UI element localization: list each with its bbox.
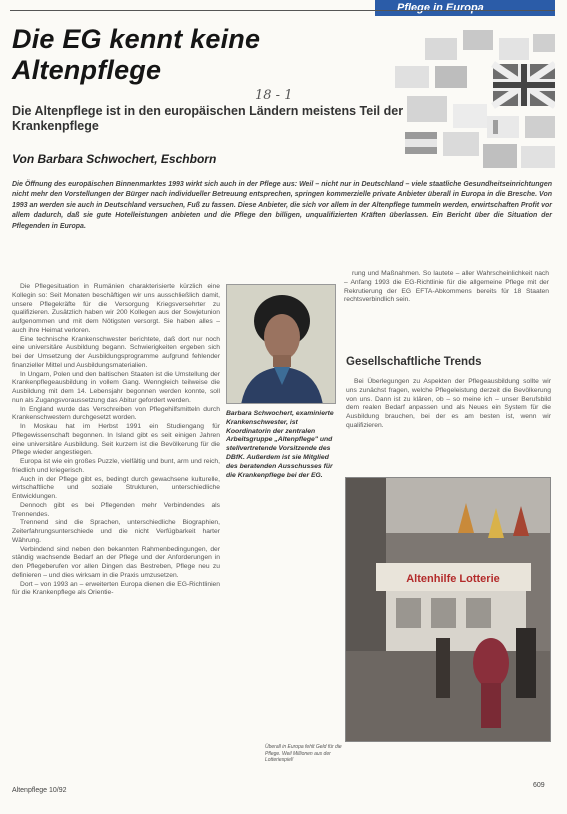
body-paragraph: Europa ist wie ein großes Puzzle, vielfältig und bunt, arm und reich, friedlich und kriegerisch. (12, 458, 220, 474)
body-paragraph: Dennoch gibt es bei Pflegenden mehr Verbindendes als Trennendes. (12, 501, 220, 518)
body-paragraph: Eine technische Krankenschwester berichtete, daß dort nur noch eine universitäre Ausbildung begann. Schwierigkeiten ergeben sich bei der Umsetzung der Ausbildungsprogramme aufgrund fehlender finanzieller Mittel und Ausbildungsmaterialien. (12, 335, 220, 369)
section-tab: Pflege in Europa (375, 0, 555, 16)
footer-publication: Altenpflege 10/92 (12, 787, 67, 794)
street-photo-caption: Überall in Europa fehlt Geld für die Pflege. Weil Millionen aus der Lotteriespiel! (265, 744, 342, 763)
article-title: Die EG kennt keine Altenpflege (12, 24, 261, 85)
body-paragraph: rung und Maßnahmen. So lautete – aller Wahrscheinlichkeit nach – Anfang 1993 die EG-Richtlinie für die allgemeine Pflege mit der Rekrutierung der EG EFTA-Abkommens bereits für 18 Staaten rechtsverbindlich sein. (344, 270, 549, 304)
body-column-right (346, 378, 551, 431)
body-paragraph: Die Pflegesituation in Rumänien charakterisierte kürzlich eine Kollegin so: Seit Monaten beschäftigen wir uns ausschließlich damit, unsere Pflegekräfte für die Versorgung Kriegsversehrter zu qualifizieren. Zusätzlich haben wir 200 Kollegen aus der Sowjetunion aufgenommen und mit dem Nötigsten versorgt. Sie haben alles – auch ihre Heimat verloren. (12, 283, 220, 334)
body-paragraph: Trennend sind die Sprachen, unterschiedliche Biographien, Zeiterfahrungsunterschiede und die nicht Verfügbarkeit harter Währung. (12, 519, 220, 544)
eu-flags-collage (395, 20, 555, 180)
body-paragraph: Verbindend sind neben den bekannten Rahmenbedingungen, der ständig wachsende Bedarf an der Pflege und der Anforderungen in den Pflegeberufen vor allen Dingen das Bestreben, Pflege neu zu definieren – und dies wirksam in die Praxis umzusetzen. (12, 545, 220, 579)
article-subtitle: Die Altenpflege ist in den europäischen Ländern meistens Teil der Krankenpflege (12, 104, 404, 133)
page-number: 609 (533, 782, 545, 789)
author-portrait (226, 284, 336, 404)
body-paragraph: In Moskau hat im Herbst 1991 ein Studiengang für Pflegewissenschaft begonnen. In Island gibt es seit einigen Jahren eine universitäre Ausbildung. Seit kurzem ist die Bevölkerung für die Pflege wieder angestiegen. (12, 423, 220, 457)
body-paragraph: In England wurde das Verschreiben von Pflegehilfsmitteln durch Krankenschwestern durchgesetzt worden. (12, 405, 220, 422)
portrait-caption: Barbara Schwochert, examinierte Krankenschwester, ist Koordinatorin der zentralen Arbeitsgruppe „Altenpflege" und stellvertretende Vorsitzende des DBfK. Außerdem ist sie Mitglied des beratenden Ausschusses für die Krankenpflege bei der EG. (226, 410, 334, 479)
body-paragraph: Auch in der Pflege gibt es, bedingt durch gewachsene kulturelle, wirtschaftliche und soziale Strukturen, unterschiedliche Entwicklungen. (12, 475, 220, 500)
intro-paragraph: Die Öffnung des europäischen Binnenmarktes 1993 wirkt sich auch in der Pflege aus: Weil – nicht nur in Deutschland – viele staatliche Gesundheitseinrichtungen nicht mehr den Vorstellungen der Bürger nach individueller Betreuung entsprechen, springen kommerzielle private Anbieter überall in Europa in die Bresche. Von 1993 an werden sie auch in Deutschland versuchen, Fuß zu fassen. Diese Anbieter, die sich vor allem in der Altenpflege tummeln werden, erwirtschaften Profit vor allem dadurch, daß sie gute Hotelleistungen anbieten und die Pflege den billigen, unqualifizierten Kräften überlassen. Ein Bericht über die Situation der Pflegenden in Europa. (12, 181, 552, 230)
body-column-left (12, 283, 220, 598)
lottery-sign-text: Altenhilfe Lotterie (406, 573, 500, 585)
top-rule (10, 10, 555, 11)
body-paragraph: Bei Überlegungen zu Aspekten der Pflegeausbildung sollte wir uns zunächst fragen, welche Pflegeleistung derzeit die Bevölkerung von uns. Dann ist zu klären, ob – so meine ich – unser Berufsbild dem realen Bedarf anpassen und als Neues ein System für die Ausbildung brauchen, bei der es am besten ist, wenn wir qualifizieren. (346, 378, 551, 429)
street-scene-photo (345, 477, 551, 742)
body-column-right-top (344, 270, 549, 305)
handwritten-mark: 18 - 1 (255, 88, 293, 103)
body-paragraph: Dort – von 1993 an – erweiterten Europa dienen die EG-Richtlinien für die Krankenpflege als Orientie- (12, 580, 220, 597)
body-paragraph: In Ungarn, Polen und den baltischen Staaten ist die Umstellung der Krankenpflegeausbildung in vollem Gang. Wenngleich teilweise die Ausbildung mit dem 14. Lebensjahr begonnen werden konnte, soll nun als Zugangsvoraussetzung das Abitur gefordert werden. (12, 370, 220, 404)
section-heading: Gesellschaftliche Trends (346, 356, 482, 368)
author-byline: Von Barbara Schwochert, Eschborn (12, 152, 217, 166)
